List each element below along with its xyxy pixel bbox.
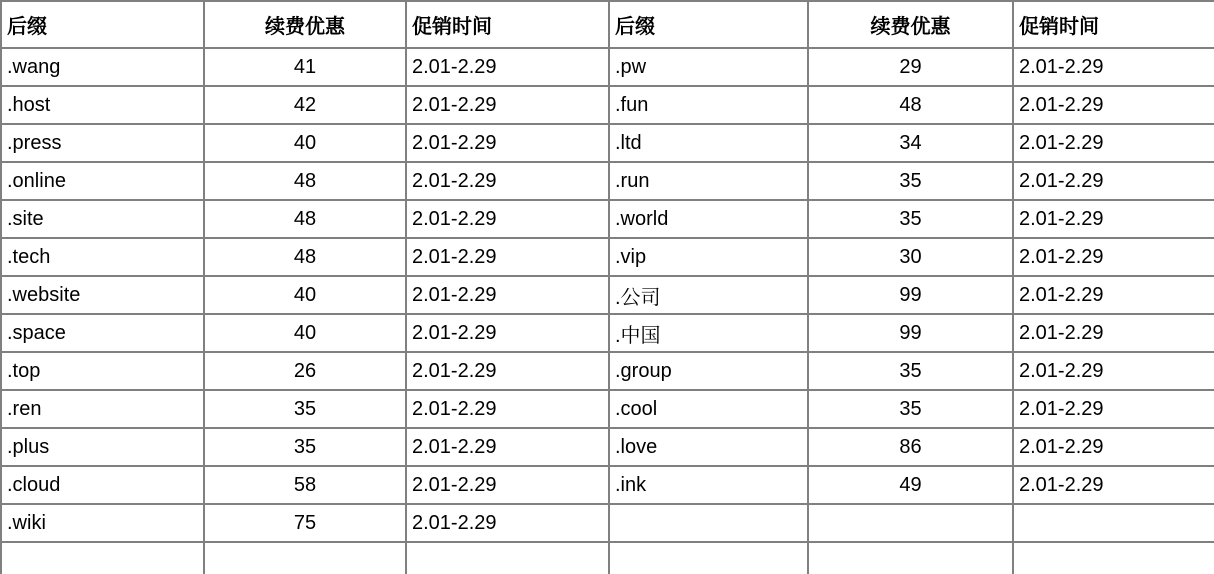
cell-discount-left: 48 (204, 162, 406, 200)
cell-discount-right: 35 (808, 390, 1013, 428)
cell-period-right: 2.01-2.29 (1013, 314, 1214, 352)
cell-period-left (406, 542, 609, 574)
cell-discount-left: 26 (204, 352, 406, 390)
cell-period-left: 2.01-2.29 (406, 352, 609, 390)
table-body (1, 48, 1214, 574)
table-row (1, 238, 1214, 276)
cell-period-left: 2.01-2.29 (406, 314, 609, 352)
cell-period-right: 2.01-2.29 (1013, 86, 1214, 124)
cell-discount-right: 35 (808, 162, 1013, 200)
cell-discount-left: 75 (204, 504, 406, 542)
cell-period-left: 2.01-2.29 (406, 428, 609, 466)
table-row (1, 504, 1214, 542)
cell-discount-left: 58 (204, 466, 406, 504)
cell-suffix-right: .vip (609, 238, 808, 276)
cell-suffix-left: .tech (1, 238, 204, 276)
cell-discount-left: 41 (204, 48, 406, 86)
cell-suffix-left: .top (1, 352, 204, 390)
cell-period-right: 2.01-2.29 (1013, 48, 1214, 86)
cell-suffix-left: .website (1, 276, 204, 314)
cell-discount-left: 35 (204, 390, 406, 428)
cell-discount-right: 49 (808, 466, 1013, 504)
cell-suffix-right (609, 542, 808, 574)
cell-period-left: 2.01-2.29 (406, 238, 609, 276)
cell-discount-right: 34 (808, 124, 1013, 162)
table-row (1, 124, 1214, 162)
table-row (1, 162, 1214, 200)
cell-suffix-left: .press (1, 124, 204, 162)
cell-discount-right: 29 (808, 48, 1013, 86)
cell-discount-left: 42 (204, 86, 406, 124)
cell-period-left: 2.01-2.29 (406, 162, 609, 200)
cell-period-left: 2.01-2.29 (406, 48, 609, 86)
cell-suffix-left: .site (1, 200, 204, 238)
cell-discount-right: 30 (808, 238, 1013, 276)
cell-discount-left (204, 542, 406, 574)
table-row (1, 390, 1214, 428)
table-row (1, 276, 1214, 314)
cell-discount-left: 40 (204, 276, 406, 314)
cell-suffix-left: .space (1, 314, 204, 352)
cell-suffix-right: .fun (609, 86, 808, 124)
cell-discount-right: 35 (808, 352, 1013, 390)
cell-period-left: 2.01-2.29 (406, 390, 609, 428)
cell-period-right (1013, 504, 1214, 542)
cell-discount-left: 48 (204, 200, 406, 238)
cell-period-right: 2.01-2.29 (1013, 428, 1214, 466)
cell-period-left: 2.01-2.29 (406, 276, 609, 314)
cell-discount-right: 99 (808, 276, 1013, 314)
cell-discount-right: 48 (808, 86, 1013, 124)
cell-discount-right (808, 542, 1013, 574)
cell-period-right (1013, 542, 1214, 574)
cell-suffix-right: .ltd (609, 124, 808, 162)
cell-period-right: 2.01-2.29 (1013, 352, 1214, 390)
cell-period-left: 2.01-2.29 (406, 466, 609, 504)
cell-suffix-right: .公司 (609, 276, 808, 314)
cell-suffix-right: .中国 (609, 314, 808, 352)
cell-suffix-left: .wang (1, 48, 204, 86)
cell-discount-right: 35 (808, 200, 1013, 238)
cell-suffix-right: .ink (609, 466, 808, 504)
table-row (1, 200, 1214, 238)
cell-period-left: 2.01-2.29 (406, 200, 609, 238)
cell-suffix-left: .cloud (1, 466, 204, 504)
cell-discount-left: 35 (204, 428, 406, 466)
cell-period-right: 2.01-2.29 (1013, 200, 1214, 238)
cell-period-left: 2.01-2.29 (406, 86, 609, 124)
cell-suffix-left: .wiki (1, 504, 204, 542)
cell-period-right: 2.01-2.29 (1013, 390, 1214, 428)
cell-suffix-right (609, 504, 808, 542)
cell-discount-right (808, 504, 1013, 542)
table-row (1, 428, 1214, 466)
cell-suffix-right: .run (609, 162, 808, 200)
table-row (1, 48, 1214, 86)
cell-suffix-right: .cool (609, 390, 808, 428)
cell-discount-left: 40 (204, 314, 406, 352)
cell-suffix-right: .pw (609, 48, 808, 86)
cell-discount-left: 40 (204, 124, 406, 162)
cell-suffix-right: .group (609, 352, 808, 390)
cell-period-right: 2.01-2.29 (1013, 466, 1214, 504)
cell-suffix-left: .online (1, 162, 204, 200)
cell-suffix-right: .world (609, 200, 808, 238)
cell-suffix-left: .plus (1, 428, 204, 466)
cell-discount-right: 99 (808, 314, 1013, 352)
table-row (1, 86, 1214, 124)
header-period-right: 促销时间 (1013, 1, 1214, 48)
cell-period-right: 2.01-2.29 (1013, 162, 1214, 200)
table-row (1, 466, 1214, 504)
header-row (1, 1, 1214, 48)
cell-discount-left: 48 (204, 238, 406, 276)
cell-period-left: 2.01-2.29 (406, 504, 609, 542)
header-suffix-right: 后缀 (609, 1, 808, 48)
cell-period-left: 2.01-2.29 (406, 124, 609, 162)
cell-suffix-left: .ren (1, 390, 204, 428)
cell-period-right: 2.01-2.29 (1013, 276, 1214, 314)
cell-period-right: 2.01-2.29 (1013, 124, 1214, 162)
header-discount-left: 续费优惠 (204, 1, 406, 48)
cell-suffix-right: .love (609, 428, 808, 466)
table-row (1, 542, 1214, 574)
cell-discount-right: 86 (808, 428, 1013, 466)
header-period-left: 促销时间 (406, 1, 609, 48)
table-row (1, 314, 1214, 352)
cell-suffix-left: .host (1, 86, 204, 124)
header-suffix-left: 后缀 (1, 1, 204, 48)
table-row (1, 352, 1214, 390)
cell-period-right: 2.01-2.29 (1013, 238, 1214, 276)
header-discount-right: 续费优惠 (808, 1, 1013, 48)
cell-suffix-left (1, 542, 204, 574)
